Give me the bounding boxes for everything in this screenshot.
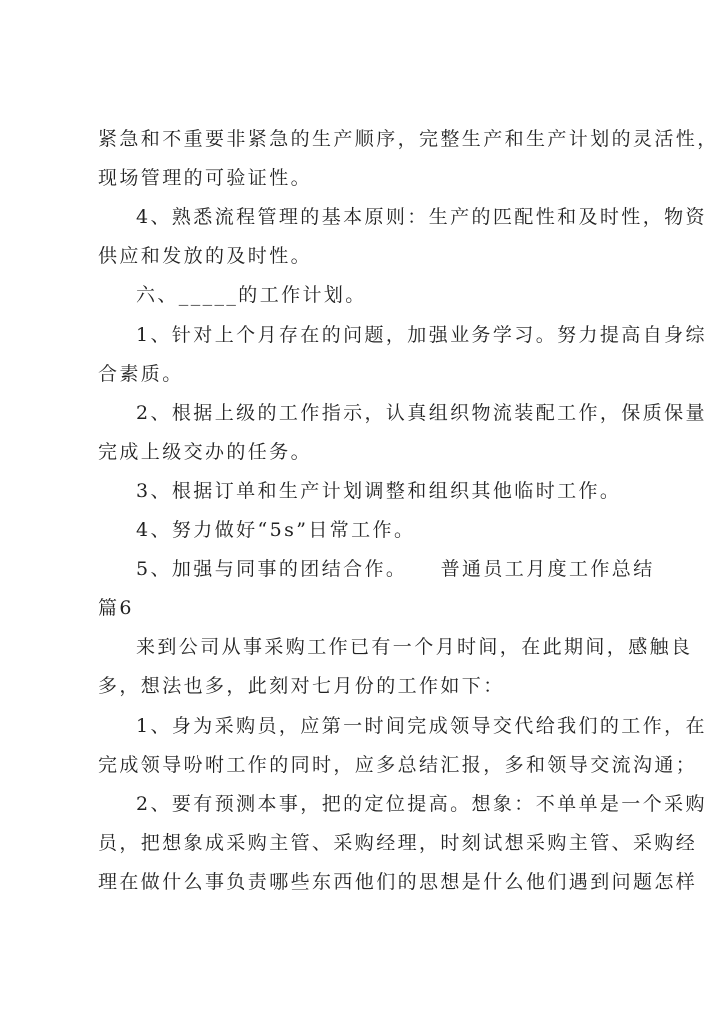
text-line: 1、身为采购员，应第一时间完成领导交代给我们的工作，在 xyxy=(136,715,707,737)
text-line: 2、根据上级的工作指示，认真组织物流装配工作，保质保量 xyxy=(136,402,707,424)
text-line: 4、熟悉流程管理的基本原则：生产的匹配性和及时性，物资 xyxy=(136,206,707,228)
text-line: 合素质。 xyxy=(98,363,184,385)
text-line: 供应和发放的及时性。 xyxy=(98,245,313,267)
text-line: 现场管理的可验证性。 xyxy=(98,167,313,189)
text-line: 4、努力做好“5s”日常工作。 xyxy=(136,519,416,541)
text-line: 5、加强与同事的团结合作。 普通员工月度工作总结 xyxy=(136,558,655,580)
text-line: 2、要有预测本事，把的定位提高。想象：不单单是一个采购 xyxy=(136,793,707,815)
text-line: 紧急和不重要非紧急的生产顺序，完整生产和生产计划的灵活性， xyxy=(98,128,719,150)
text-line: 员，把想象成采购主管、采购经理，时刻试想采购主管、采购经 xyxy=(98,832,698,854)
text-line: 完成领导吩咐工作的同时，应多总结汇报，多和领导交流沟通； xyxy=(98,754,698,776)
text-line: 来到公司从事采购工作已有一个月时间，在此期间，感触良 xyxy=(136,636,693,658)
text-line: 理在做什么事负责哪些东西他们的思想是什么他们遇到问题怎样 xyxy=(98,871,698,893)
section-heading: 六、_____的工作计划。 xyxy=(136,284,367,306)
text-line: 完成上级交办的任务。 xyxy=(98,441,313,463)
text-line: 1、针对上个月存在的问题，加强业务学习。努力提高自身综 xyxy=(136,324,707,346)
text-line: 多，想法也多，此刻对七月份的工作如下： xyxy=(98,675,505,697)
text-line: 篇6 xyxy=(98,597,134,619)
text-line: 3、根据订单和生产计划调整和组织其他临时工作。 xyxy=(136,480,622,502)
